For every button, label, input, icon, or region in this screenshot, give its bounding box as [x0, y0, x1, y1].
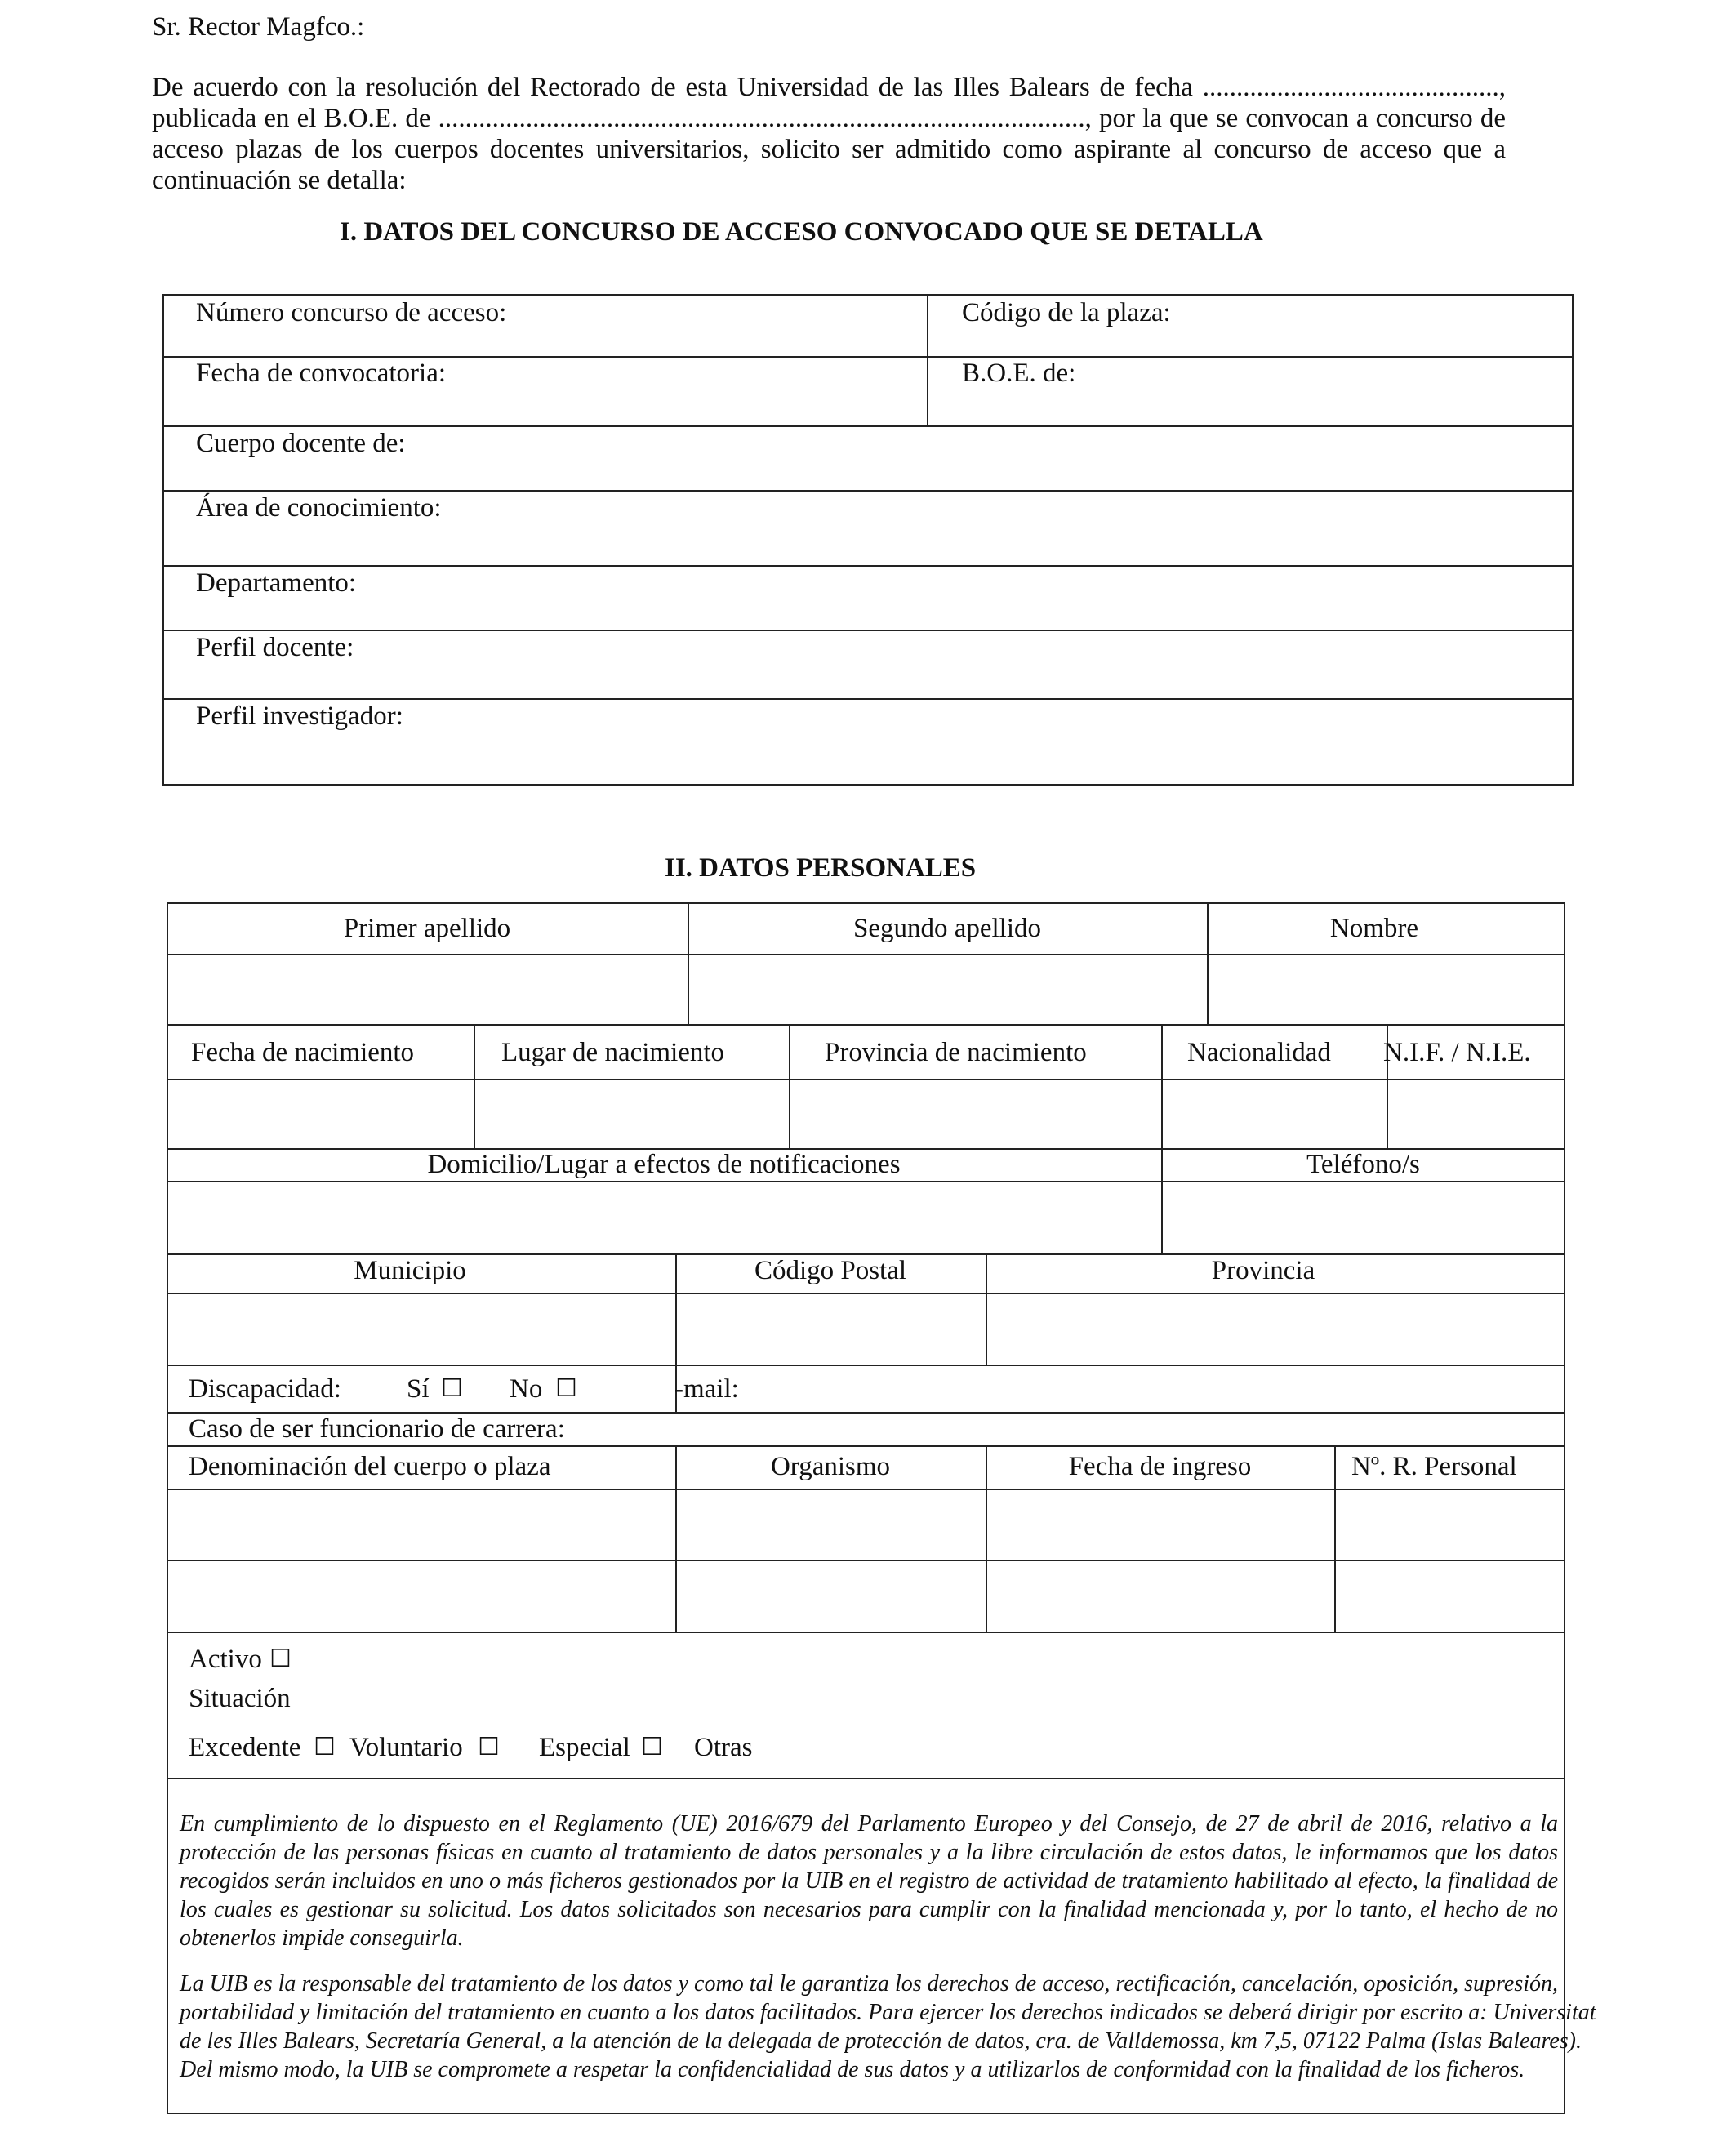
- intro-line: publicada en el B.O.E. de ................................................................................................, por la que se convocan a concurso de: [152, 104, 1506, 133]
- fecha-ingreso-label: Fecha de ingreso: [1068, 1452, 1252, 1481]
- email-field[interactable]: [710, 1380, 1527, 1405]
- discapacidad-si-label: Sí: [407, 1374, 430, 1404]
- primer-apellido-label: Primer apellido: [343, 914, 511, 943]
- data-protection-paragraph-1: [180, 1810, 1558, 1952]
- voluntario-label: Voluntario: [349, 1733, 463, 1762]
- activo-checkbox[interactable]: ☐: [269, 1645, 292, 1673]
- boe-label: B.O.E. de:: [962, 358, 1076, 388]
- nif-label: N.I.F. / N.I.E.: [1383, 1038, 1531, 1067]
- legal-line: portabilidad y limitación del tratamiento en cuanto a los datos facilitados. Para ejercer los derechos indicados se deberá dirigir por escrito a: Universitat: [180, 2000, 1596, 2025]
- legal-line: La UIB es la responsable del tratamiento de los datos y como tal le garantiza los derechos de acceso, rectificación, cancelación, oposición, supresión,: [180, 1971, 1558, 1997]
- excedente-checkbox[interactable]: ☐: [314, 1733, 336, 1761]
- nrp-label: Nº. R. Personal: [1351, 1452, 1517, 1481]
- legal-line: obtenerlos impide conseguirla.: [180, 1926, 464, 1951]
- discapacidad-no-label: No: [510, 1374, 543, 1404]
- area-conocimiento-label: Área de conocimiento:: [196, 493, 442, 523]
- intro-line: continuación se detalla:: [152, 166, 407, 195]
- situacion-label: Situación: [189, 1684, 291, 1713]
- legal-line: Del mismo modo, la UIB se compromete a respetar la confidencialidad de sus datos y a utilizarlos de conformidad con la finalidad de los ficheros.: [180, 2057, 1525, 2082]
- section-1-title: I. DATOS DEL CONCURSO DE ACCESO CONVOCADO QUE SE DETALLA: [340, 217, 1263, 247]
- voluntario-checkbox[interactable]: ☐: [478, 1733, 500, 1761]
- cuerpo-docente-label: Cuerpo docente de:: [196, 429, 406, 458]
- segundo-apellido-label: Segundo apellido: [852, 914, 1042, 943]
- telefono-label: Teléfono/s: [1306, 1150, 1420, 1179]
- salutation: Sr. Rector Magfco.:: [152, 12, 365, 42]
- especial-label: Especial: [539, 1733, 630, 1762]
- intro-paragraph: [152, 72, 1506, 196]
- provincia-nacimiento-label: Provincia de nacimiento: [825, 1038, 1087, 1067]
- perfil-docente-label: Perfil docente:: [196, 633, 354, 662]
- legal-line: recogidos serán incluidos en uno o más ficheros gestionados por la UIB en el registro de actividad de tratamiento habilitado al efecto, la finalidad de: [180, 1868, 1558, 1894]
- funcionario-label: Caso de ser funcionario de carrera:: [189, 1414, 565, 1444]
- discapacidad-no-checkbox[interactable]: ☐: [555, 1374, 577, 1403]
- intro-line: De acuerdo con la resolución del Rectorado de esta Universidad de las Illes Balears de fecha ............................................,: [152, 73, 1506, 102]
- data-protection-paragraph-2: [180, 1970, 1596, 2084]
- numero-concurso-label: Número concurso de acceso:: [196, 298, 507, 327]
- legal-line: los cuales es gestionar su solicitud. Los datos solicitados son necesarios para cumplir con la finalidad mencionada y, por lo tanto, el hecho de no: [180, 1897, 1558, 1922]
- discapacidad-si-checkbox[interactable]: ☐: [441, 1374, 463, 1403]
- fecha-nacimiento-label: Fecha de nacimiento: [191, 1038, 415, 1067]
- nombre-label: Nombre: [1329, 914, 1419, 943]
- section-2-title: II. DATOS PERSONALES: [665, 853, 977, 883]
- codigo-postal-label: Código Postal: [754, 1256, 907, 1285]
- intro-line: acceso plazas de los cuerpos docentes universitarios, solicito ser admitido como aspirante al concurso de acceso que a: [152, 135, 1506, 164]
- perfil-investigador-label: Perfil investigador:: [196, 701, 403, 731]
- fecha-convocatoria-label: Fecha de convocatoria:: [196, 358, 447, 388]
- denominacion-label: Denominación del cuerpo o plaza: [189, 1452, 551, 1481]
- codigo-plaza-label: Código de la plaza:: [962, 298, 1171, 327]
- domicilio-label: Domicilio/Lugar a efectos de notificaciones: [427, 1150, 901, 1179]
- legal-line: de les Illes Balears, Secretaría General, a la atención de la delegada de protección de datos, cra. de Valldemossa, km 7,5, 07122 Palma (Islas Baleares).: [180, 2028, 1582, 2054]
- nacionalidad-label: Nacionalidad: [1187, 1038, 1331, 1067]
- otras-label: Otras: [694, 1733, 753, 1762]
- especial-checkbox[interactable]: ☐: [641, 1733, 663, 1761]
- legal-line: protección de las personas físicas en cuanto al tratamiento de datos personales y a la libre circulación de estos datos, le informamos que los datos: [180, 1840, 1558, 1865]
- activo-label: Activo: [189, 1645, 262, 1674]
- provincia-label: Provincia: [1211, 1256, 1315, 1285]
- lugar-nacimiento-label: Lugar de nacimiento: [501, 1038, 725, 1067]
- excedente-label: Excedente: [189, 1733, 301, 1762]
- legal-line: En cumplimiento de lo dispuesto en el Reglamento (UE) 2016/679 del Parlamento Europeo y del Consejo, de 27 de abril de 2016, relativo a la: [180, 1811, 1558, 1836]
- municipio-label: Municipio: [354, 1256, 466, 1285]
- departamento-label: Departamento:: [196, 568, 357, 598]
- email-label: -mail:: [674, 1374, 739, 1404]
- organismo-label: Organismo: [770, 1452, 891, 1481]
- discapacidad-label: Discapacidad:: [189, 1374, 341, 1404]
